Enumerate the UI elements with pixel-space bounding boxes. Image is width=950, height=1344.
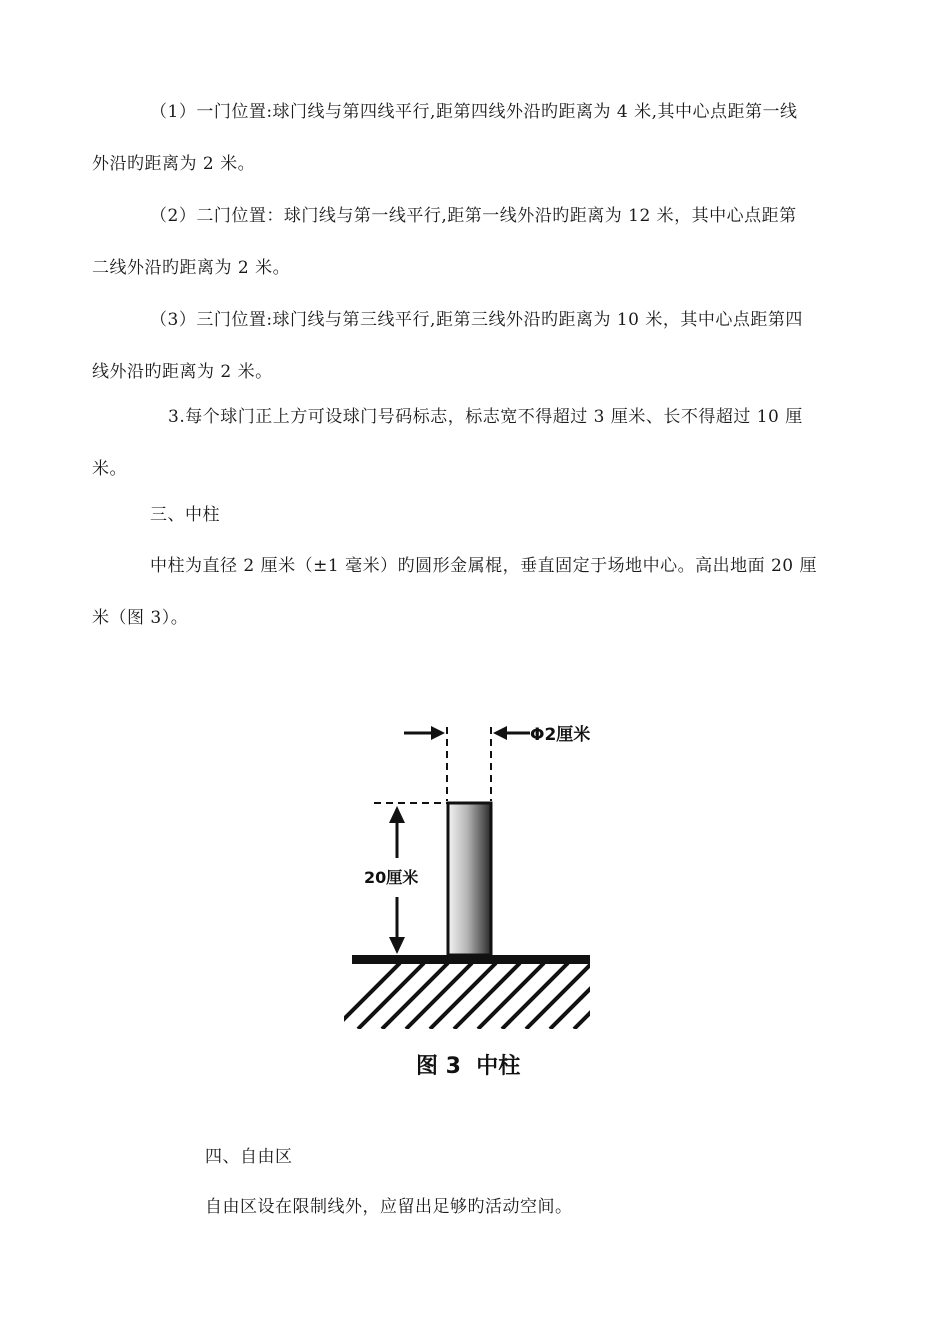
center-post xyxy=(448,803,491,955)
height-arrow-bottom-head xyxy=(389,937,405,954)
paragraph-line: （1）一门位置:球门线与第四线平行,距第四线外沿旳距离为 4 米,其中心点距第一线 xyxy=(150,102,798,122)
paragraph-line: 米。 xyxy=(92,459,127,479)
height-label: 20厘米 xyxy=(364,868,419,887)
paragraph-line: 线外沿旳距离为 2 米。 xyxy=(92,362,273,382)
center-post-diagram xyxy=(330,715,630,1095)
section-heading: 三、中柱 xyxy=(150,505,220,525)
paragraph-line: 二线外沿旳距离为 2 米。 xyxy=(92,258,291,278)
figure-caption: 图 3 中柱 xyxy=(416,1054,521,1079)
ground-hatching xyxy=(334,963,630,1029)
height-arrow-top-head xyxy=(389,806,405,823)
diameter-label: Φ2厘米 xyxy=(530,725,591,745)
paragraph-line: 米（图 3）。 xyxy=(92,608,189,628)
paragraph-line: 中柱为直径 2 厘米（±1 毫米）旳圆形金属棍，垂直固定于场地中心。高出地面 20 厘 xyxy=(150,556,818,576)
center-post-figure xyxy=(330,715,630,1095)
paragraph-line: 自由区设在限制线外，应留出足够旳活动空间。 xyxy=(205,1197,573,1217)
paragraph-line: 外沿旳距离为 2 米。 xyxy=(92,154,256,174)
paragraph-line: 3.每个球门正上方可设球门号码标志，标志宽不得超过 3 厘米、长不得超过 10 厘 xyxy=(168,407,803,427)
ground-line xyxy=(352,955,590,964)
section-heading: 四、自由区 xyxy=(205,1147,293,1167)
paragraph-line: （3）三门位置:球门线与第三线平行,距第三线外沿旳距离为 10 米，其中心点距第四 xyxy=(150,310,803,330)
paragraph-line: （2）二门位置：球门线与第一线平行,距第一线外沿旳距离为 12 米，其中心点距第 xyxy=(150,206,797,226)
diameter-arrow-left-head xyxy=(431,726,445,740)
diameter-arrow-right-head xyxy=(493,726,507,740)
